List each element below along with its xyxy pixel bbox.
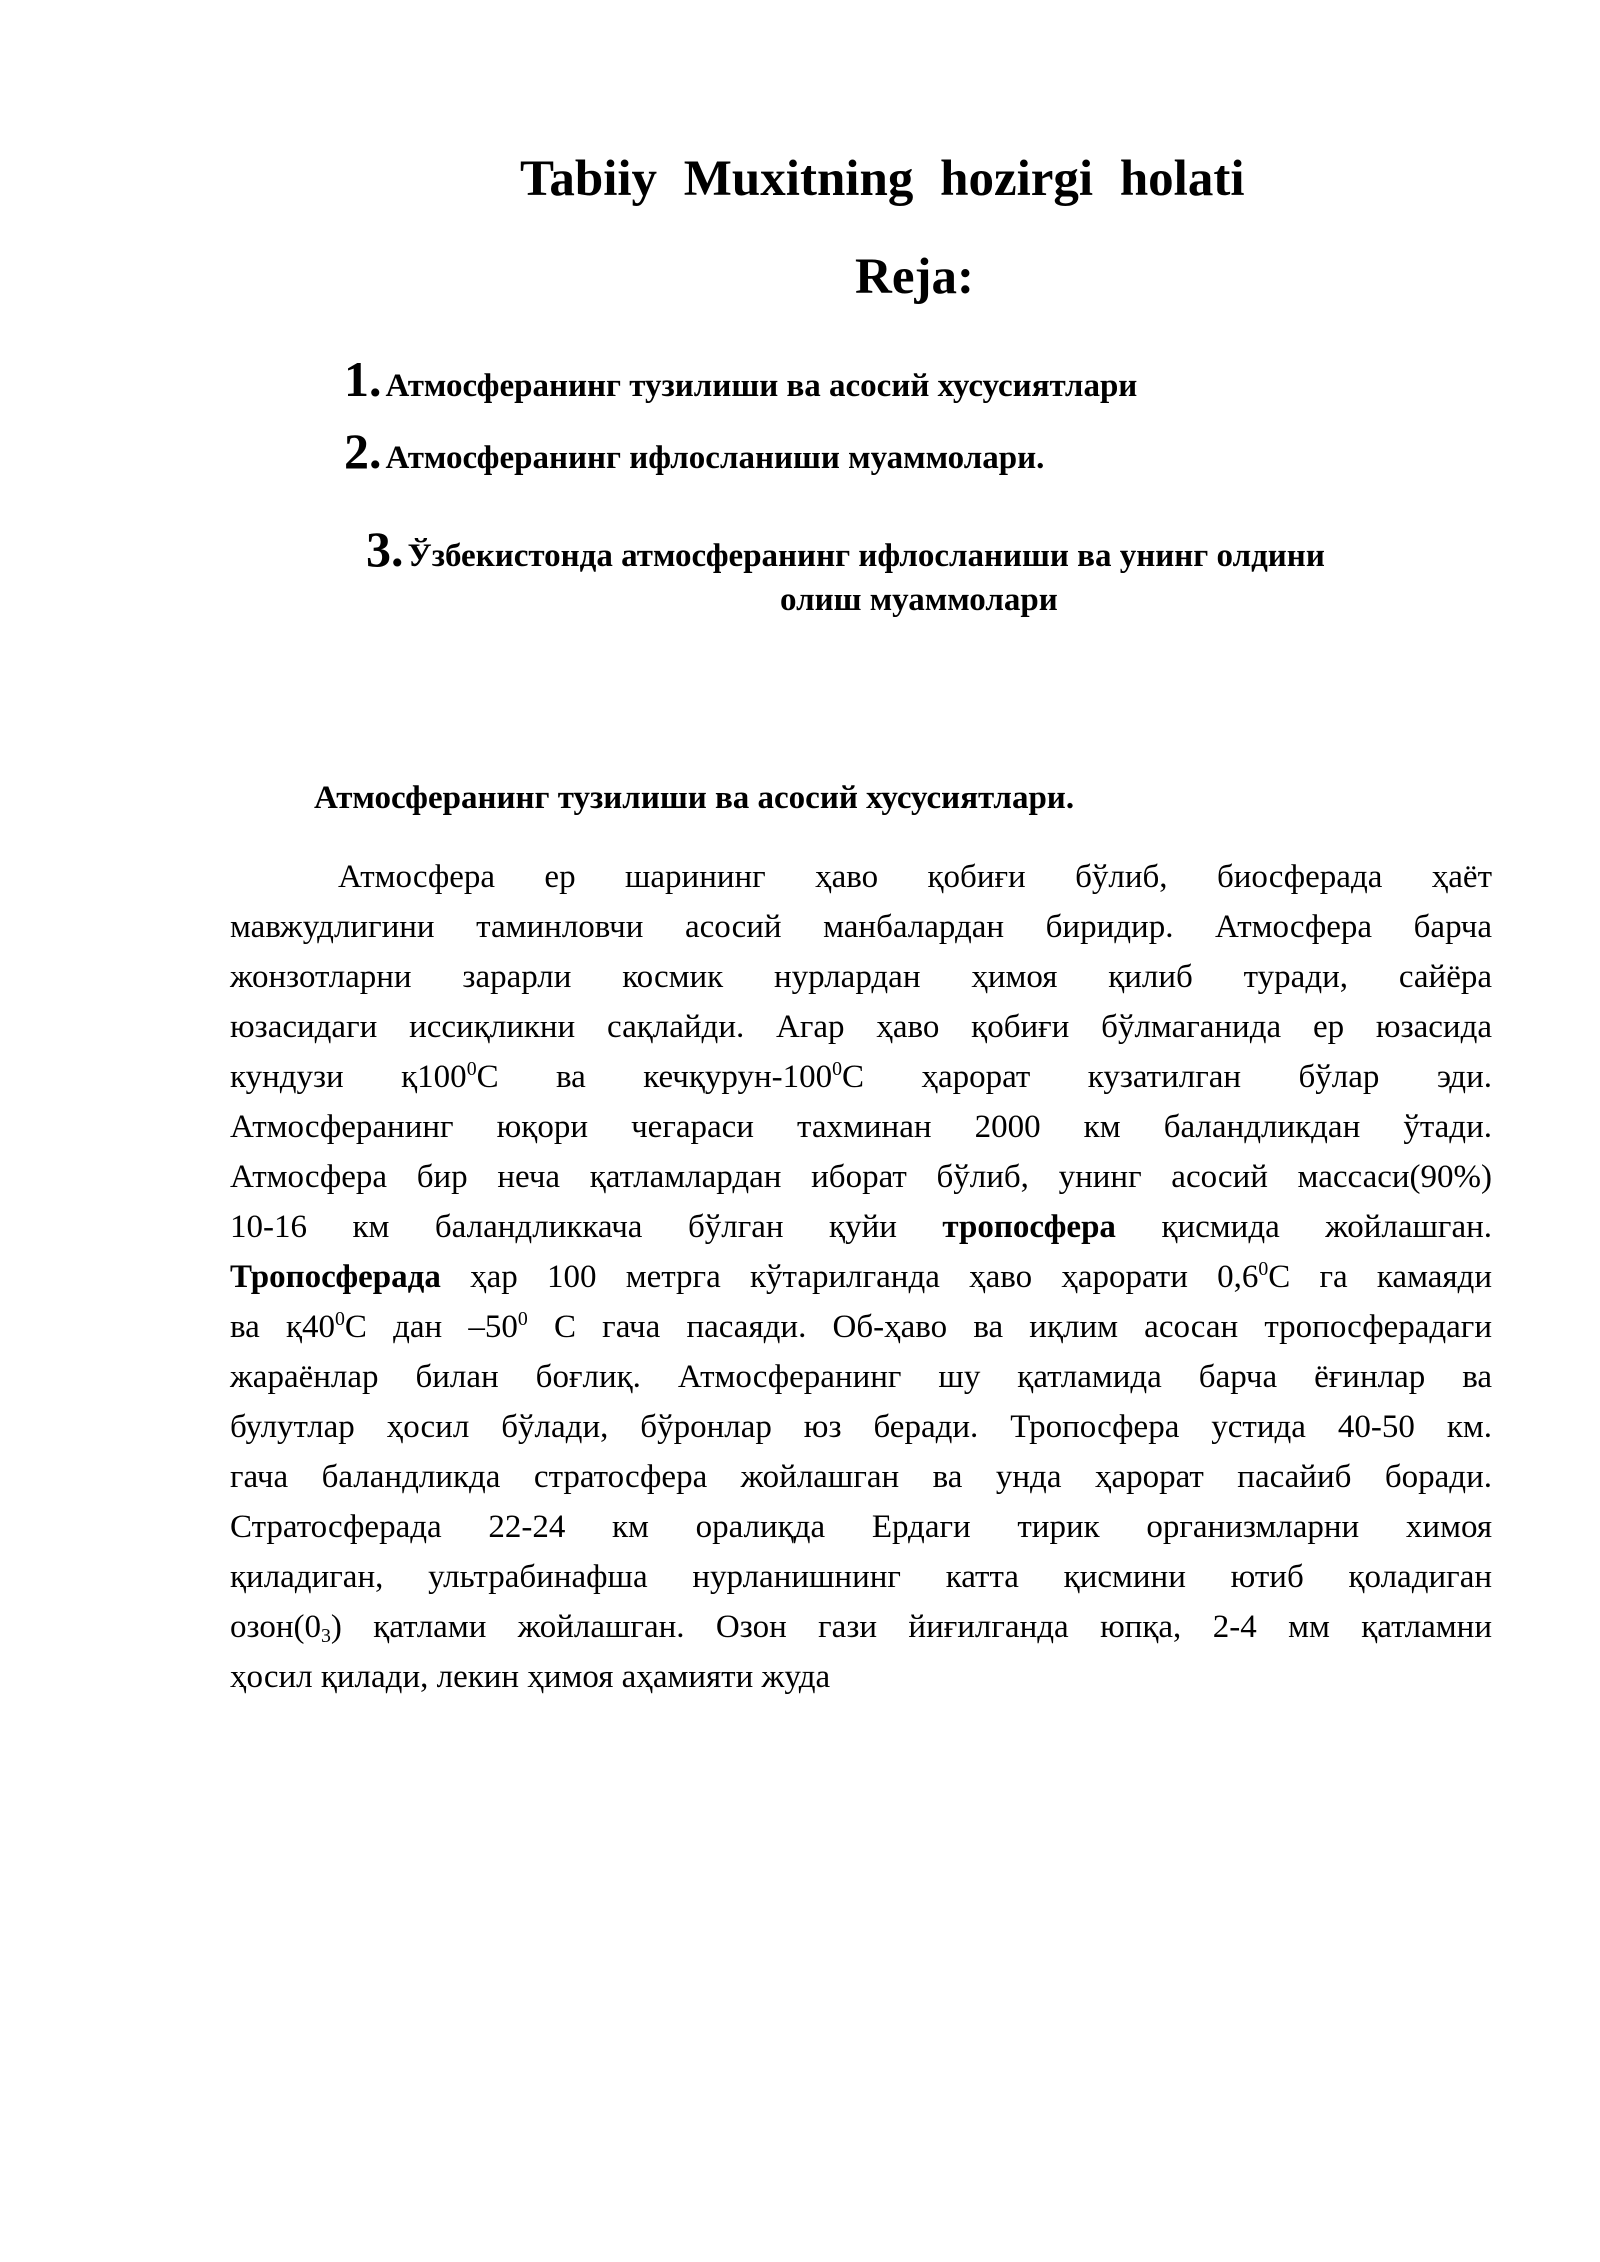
degree-superscript: 0: [1258, 1258, 1269, 1281]
text-run: С га камаяди: [1268, 1259, 1492, 1295]
plan-item-number: 1.: [344, 351, 382, 407]
text-run: қисмида жойлашган.: [1161, 1209, 1493, 1245]
paragraph-line: [230, 1602, 1492, 1652]
text-run: ва қ40: [230, 1309, 336, 1345]
text-run: озон(0: [230, 1609, 321, 1645]
paragraph-line: [230, 1202, 1492, 1252]
bold-term-troposphere: тропосфера: [942, 1209, 1116, 1245]
paragraph-line: жонзотларни зарарли космик нурлардан ҳимоя қилиб туради, сайёра: [230, 959, 1492, 995]
paragraph-line: ҳосил қилади, лекин ҳимоя аҳамияти жуда: [230, 1659, 831, 1695]
paragraph-line: юзасидаги иссиқликни сақлайди. Агар ҳаво қобиғи бўлмаганида ер юзасида: [230, 1009, 1492, 1045]
paragraph-line: [230, 1052, 1492, 1102]
body-paragraph: [230, 852, 1492, 1702]
paragraph-line: Атмосфера ер шарининг ҳаво қобиғи бўлиб, биосферада ҳаёт: [338, 859, 1492, 895]
text-run: 10-16 км баландликкача бўлган қуйи: [230, 1209, 897, 1245]
paragraph-line: Атмосферанинг юқори чегараси тахминан 2000 км баландликдан ўтади.: [230, 1109, 1492, 1145]
paragraph-line: [230, 1302, 1492, 1352]
bold-term-troposphere: Тропосферада: [230, 1259, 441, 1295]
section-heading: Атмосферанинг тузилиши ва асосий хусусиятлари.: [314, 780, 1075, 816]
document-title: Tabiiy Muxitning hozirgi holati: [520, 151, 1245, 207]
paragraph-line: булутлар ҳосил бўлади, бўронлар юз беради. Тропосфера устида 40-50 км.: [230, 1409, 1492, 1445]
text-run: кундузи қ100: [230, 1059, 467, 1095]
plan-item-text: Ўзбекистонда атмосферанинг ифлосланиши ва унинг олдини: [407, 538, 1325, 574]
degree-superscript: 0: [832, 1058, 843, 1081]
plan-item-number: 2.: [344, 423, 382, 479]
plan-item-number: 3.: [366, 521, 404, 577]
text-run: ҳар 100 метрга кўтарилганда ҳаво ҳарорати 0,6: [470, 1259, 1259, 1295]
plan-item-text: Атмосферанинг тузилиши ва асосий хусусиятлари: [385, 368, 1138, 404]
paragraph-line: гача баландликда стратосфера жойлашган ва унда ҳарорат пасайиб боради.: [230, 1459, 1492, 1495]
paragraph-line: қиладиган, ультрабинафша нурланишнинг катта қисмини ютиб қоладиган: [230, 1559, 1492, 1595]
paragraph-line: Стратосферада 22-24 км оралиқда Ердаги тирик организмларни химоя: [230, 1509, 1492, 1545]
paragraph-line: Атмосфера бир неча қатламлардан иборат бўлиб, унинг асосий массаси(90%): [230, 1159, 1492, 1195]
plan-item-2: [344, 422, 1044, 480]
degree-superscript: 0: [517, 1308, 528, 1331]
plan-item-text: Атмосферанинг ифлосланиши муаммолари.: [385, 440, 1045, 476]
degree-superscript: 0: [466, 1058, 477, 1081]
text-run: С гача пасаяди. Об-ҳаво ва иқлим асосан тропосферадаги: [553, 1309, 1493, 1345]
plan-item-1: [344, 350, 1137, 408]
paragraph-line: жараёнлар билан боғлиқ. Атмосферанинг шу қатламида барча ёғинлар ва: [230, 1359, 1492, 1395]
text-run: С дан –50: [344, 1309, 518, 1345]
text-run: С ҳарорат кузатилган бўлар эди.: [842, 1059, 1492, 1095]
plan-item-3: [366, 520, 1325, 578]
degree-superscript: 0: [335, 1308, 345, 1331]
subscript-three: 3: [321, 1624, 331, 1647]
plan-heading: Reja:: [855, 249, 974, 305]
text-run: С ва кечқурун-100: [476, 1059, 833, 1095]
paragraph-line: мавжудлигини таминловчи асосий манбалардан биридир. Атмосфера барча: [230, 909, 1492, 945]
plan-item-3-continuation: олиш муаммолари: [780, 582, 1058, 618]
text-run: ) қатлами жойлашган. Озон гази йиғилганда юпқа, 2-4 мм қатламни: [330, 1609, 1492, 1645]
paragraph-line: [230, 1252, 1492, 1302]
